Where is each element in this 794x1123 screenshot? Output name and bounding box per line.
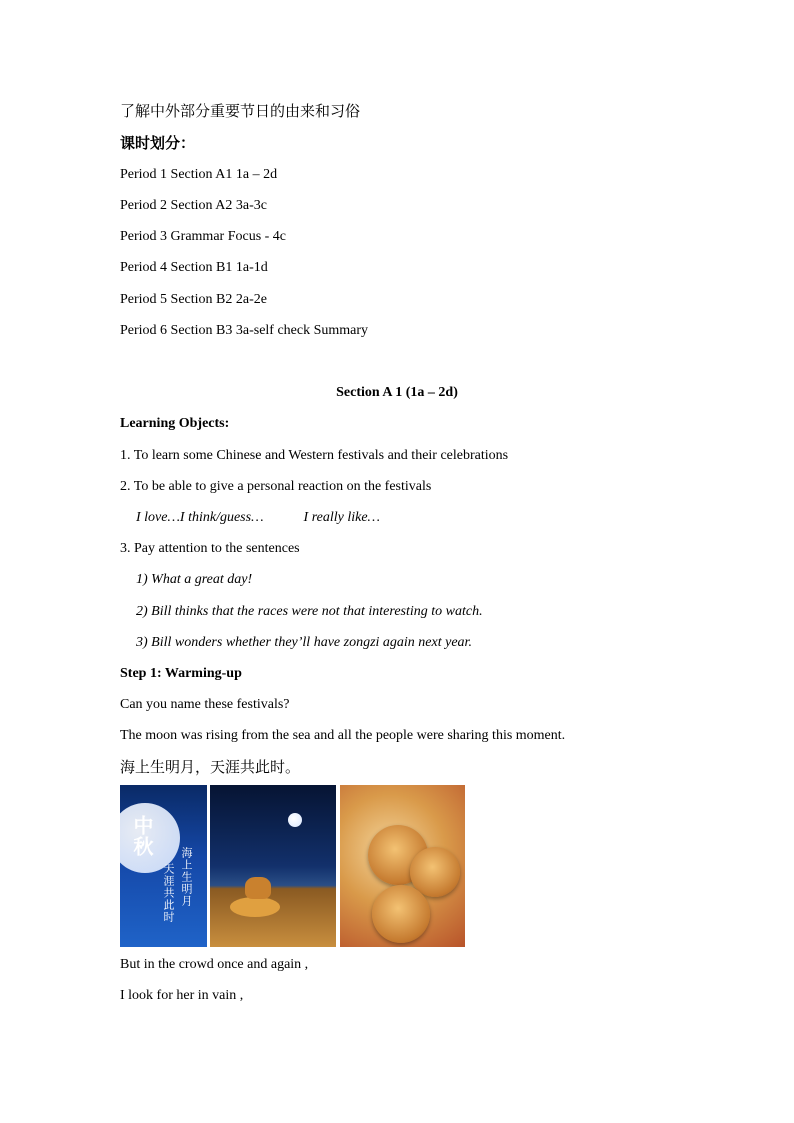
sentence-item: 3) Bill wonders whether they’ll have zongzi again next year. bbox=[136, 635, 472, 650]
period-item: Period 2 Section A2 3a-3c bbox=[120, 198, 267, 213]
moon-icon bbox=[288, 813, 302, 827]
example-a: I love…I think/guess… bbox=[136, 510, 264, 525]
sentence-item: 2) Bill thinks that the races were not that interesting to watch. bbox=[136, 604, 483, 619]
poem-line-1: But in the crowd once and again , bbox=[120, 957, 309, 972]
objective-3: 3. Pay attention to the sentences bbox=[120, 541, 300, 556]
period-item: Period 6 Section B3 3a-self check Summary bbox=[120, 323, 369, 338]
period-item: Period 5 Section B2 2a-2e bbox=[120, 292, 267, 307]
poem-line-2: I look for her in vain , bbox=[120, 988, 244, 1003]
step1-question: Can you name these festivals? bbox=[120, 697, 290, 712]
sentence-item: 1) What a great day! bbox=[136, 572, 253, 587]
example-b: I really like… bbox=[303, 510, 380, 525]
moon-line-en: The moon was rising from the sea and all the people were sharing this moment. bbox=[120, 728, 566, 743]
mooncake-shape bbox=[372, 885, 430, 943]
objective-2: 2. To be able to give a personal reaction on the festivals bbox=[120, 479, 432, 494]
objective-1: 1. To learn some Chinese and Western festivals and their celebrations bbox=[120, 448, 509, 463]
periods-heading: 课时划分： bbox=[120, 134, 196, 152]
mooncakes-image bbox=[340, 785, 465, 947]
step1-heading: Step 1: Warming-up bbox=[120, 666, 242, 681]
plate-shape bbox=[230, 897, 280, 917]
poster-title: 中秋 bbox=[130, 815, 154, 857]
period-item: Period 3 Grammar Focus - 4c bbox=[120, 229, 287, 244]
teapot-shape bbox=[245, 877, 271, 899]
moonlit-tea-table-image bbox=[210, 785, 336, 947]
poster-text-col1: 海上生明月 bbox=[180, 847, 193, 907]
section-title: Section A 1 (1a – 2d) bbox=[336, 385, 458, 400]
poster-text-col2: 天涯共此时 bbox=[162, 863, 175, 923]
objective-cn: 了解中外部分重要节日的由来和习俗 bbox=[120, 102, 361, 120]
objectives-heading: Learning Objects: bbox=[120, 416, 230, 431]
moon-line-cn: 海上生明月，天涯共此时。 bbox=[120, 758, 301, 776]
mid-autumn-poster-image bbox=[120, 785, 207, 947]
objective-2-examples bbox=[136, 509, 380, 527]
period-item: Period 1 Section A1 1a – 2d bbox=[120, 167, 278, 182]
period-item: Period 4 Section B1 1a-1d bbox=[120, 260, 268, 275]
